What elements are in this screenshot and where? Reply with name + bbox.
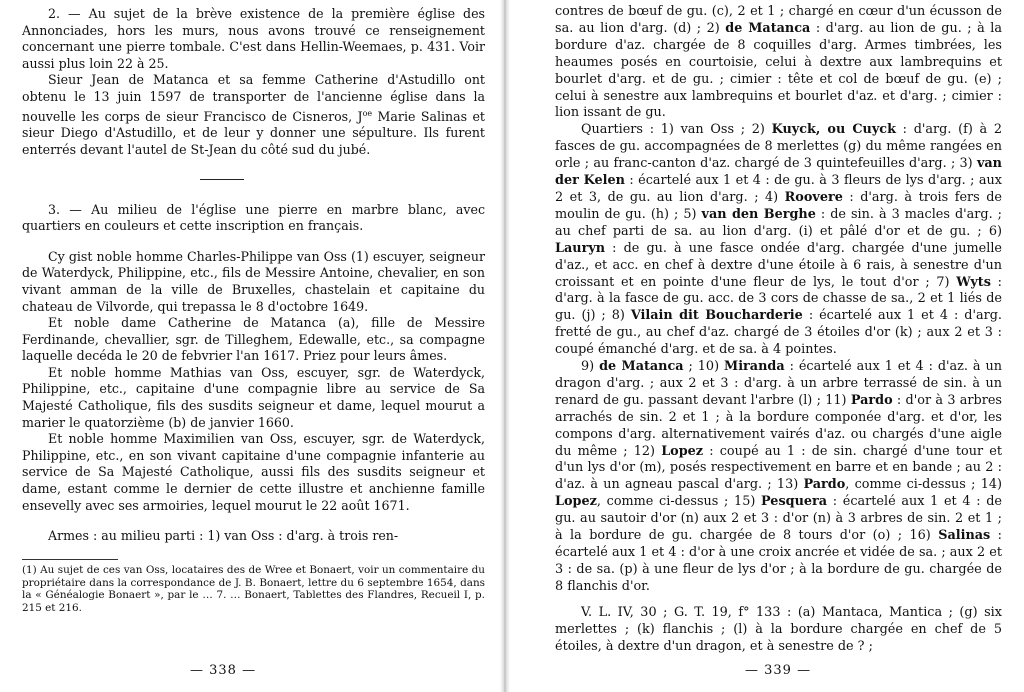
book-gutter [500, 0, 510, 692]
epitaph-catherine: Et noble dame Catherine de Matanca (a), fille de Messire Ferdinande, chevallier, sgr. de Tilleghem, Edewalle, etc., sa compagne laquelle decéda le 20 de febvrier l'an 1617. Priez pour leurs âmes. [22, 315, 485, 364]
section-separator [200, 179, 244, 180]
family-name: de Matanca [599, 359, 684, 375]
text-span: ; 2) [734, 122, 772, 138]
text-span: : d'arg. (f) à 2 fasces de gu. accompagnées de 8 merlettes (g) du même rangées en orle ; au franc-canton d'az. chargé de 3 quintefeuilles d'arg. ; 3) [555, 122, 1003, 172]
paragraph-2-continued [22, 72, 485, 158]
text-span: Quartiers [581, 122, 643, 138]
family-name: Vilain dit Boucharderie [630, 308, 803, 324]
family-name: Lauryn [555, 240, 606, 256]
family-name: Pesquera [761, 494, 828, 510]
armes-continued [555, 4, 1002, 122]
text-span: : écartelé aux 1 et 4 : de gu. à 3 fleurs de lys d'arg. ; aux 2 et 3, de gu. au lion d'arg. ; 4) [555, 173, 1003, 205]
family-name: Kuyck, ou Cuyck [771, 122, 896, 138]
footnote: (1) Au sujet de ces van Oss, locataires des de Wree et Bonaert, voir un commentaire du propriétaire dans la correspondance de J. B. Bonaert, lettre du 6 septembre 1654, dans la « Généalogie Bonaert », par le … 7. … Bonaert, Tablettes des Flandres, Recueil I, p. 215 et 216. [22, 563, 485, 615]
quartiers-paragraph [555, 122, 1002, 359]
epitaph-charles-philippe: Cy gist noble homme Charles-Philippe van Oss (1) escuyer, seigneur de Waterdyck, Philippine, etc., fils de Messire Antoine, chevalier, en son vivant amman de la ville de Bruxelles, chastelain et capitaine du chateau de Vilvorde, qui trepassa le 8 d'octobre 1649. [22, 248, 485, 314]
text-span: van Oss [680, 122, 735, 138]
text-span: : écartelé aux 1 et 4 : d'or à une croix ancrée et vidée de sa. ; aux 2 et 3 : de sa. (p) à une fleur de lys d'or ; à la bordure de gu. chargée de 8 flanchis d'or. [555, 528, 1002, 594]
paragraph-3-intro: 3. — Au milieu de l'église une pierre en marbre blanc, avec quartiers en couleurs et cette inscription en français. [22, 201, 485, 234]
text-span: , comme ci-dessus ; 15) [596, 494, 762, 510]
family-name: Roovere [784, 189, 843, 205]
family-name: Pardo [803, 477, 846, 493]
text-span: : écartelé aux 1 et 4 : d'az. à un dragon d'arg. ; aux 2 et 3 : d'arg. à un arbre terrassé de sin. à un renard de gu. passant devant l'arbre (l) ; 11) [555, 359, 1003, 408]
spacer [22, 514, 485, 528]
text-span: ; 10) [683, 359, 725, 375]
family-name: van der Kelen [555, 156, 1002, 189]
text-span: : d'arg. à la fasce de gu. acc. de 3 cors de chasse de sa., 2 et 1 liés de gu. (j) ; 8) [555, 274, 1002, 324]
family-name: van den Berghe [701, 206, 816, 222]
epitaph-maximilien: Et noble homme Maximilien van Oss, escuyer, sgr. de Waterdyck, Philippine, etc., en son vivant capitaine d'une compagnie infanterie au service de Sa Majesté Catholique, aussi fils des susdits seigneur et dame, estant comme le dernier de cette illustre et anchienne famille ensevelly avec ses armoiries, lequel mourut le 22 août 1671. [22, 431, 485, 513]
text-span: Marie Salinas et sieur Diego d'Astudillo, et de leur y donner une sépulture. Ils furent enterrés devant l'autel de St-Jean du côté sud du jubé. [22, 108, 485, 157]
text-span: : de gu. à une fasce ondée d'arg. chargée d'une jumelle d'az., et acc. en chef à dextre d'une étoile à 6 rais, à senestre d'un croissant et en pointe d'une fleur de lys, le tout d'or ; 7) [555, 240, 1002, 290]
text-span: : coupé au 1 : de sin. chargé d'une tour et d'un lys d'or (m), posés respectivement en barre et en bande ; au 2 : d'az. à un agneau pascal d'arg. ; 13) [555, 443, 1002, 493]
left-page [0, 0, 505, 692]
page-number: — 338 — [190, 663, 257, 678]
text-span: Sieur Jean de Matanca et sa femme Catherine d'Astudillo ont obtenu le 13 juin 1597 de transporter de l'ancienne église dans la nouvelle les corps de sieur Francisco de Cisneros, J [22, 72, 485, 124]
text-span: contres de bœuf de gu. (c), 2 et 1 ; chargé en cœur d'un écusson de sa. au lion d'arg. (d) ; 2) [555, 4, 1002, 36]
source-notes: V. L. IV, 30 ; G. T. 19, f° 133 : (a) Mantaca, Mantica ; (g) six merlettes ; (k) flanchis ; (l) à la bordure chargée en chef de 5 étoiles, à dextre d'un dragon, et à senestre de ? ; [555, 604, 1002, 654]
text-span: , comme ci-dessus ; 14) [845, 477, 1002, 493]
spacer [555, 596, 1002, 605]
page-number: — 339 — [745, 663, 812, 678]
text-span: : écartelé aux 1 et 4 : de gu. au sautoir d'or (n) aux 2 et 3 : d'or (n) à 3 arbres de sin. 2 et 1 ; à la bordure de gu. chargée de 8 tours d'or (o) ; 16) [555, 494, 1002, 544]
text-span: : 1) [642, 122, 681, 138]
quartiers-paragraph-2 [555, 359, 1002, 596]
text-span: : d'arg. au lion de gu. ; à la bordure d'az. chargée de 8 coquilles d'arg. Armes timbrées, les heaumes posés en courtoisie, celui à dextre aux lambrequins et bourlet d'arg. et de gu. ; cimier : tête et col de bœuf de gu. (e) ; celui à senestre aux lambrequins et bourlet d'az. et d'arg. ; cimier : lion issant de gu. [555, 20, 1002, 121]
family-name: Lopez [661, 443, 704, 459]
family-name: Salinas [938, 528, 991, 544]
footnote-rule [22, 559, 118, 560]
text-span: : d'or à 3 arbres arrachés de sin. 2 et 1 ; à la bordure componée d'arg. et d'or, les compons d'arg. alternativement vairés d'az. ou chargés d'une aigle du même ; 12) [555, 392, 1002, 459]
text-span: : au milieu parti : 1) van Oss : d'arg. à trois ren- [88, 528, 399, 544]
text-span: 9) [581, 359, 600, 375]
family-name: Wyts [956, 274, 991, 290]
text-span: : de sin. à 3 macles d'arg. ; au chef parti de sa. au lion d'arg. (i) et pâlé d'or et de gu. ; 6) [555, 206, 1002, 239]
epitaph-mathias: Et noble homme Mathias van Oss, escuyer, sgr. de Waterdyck, Philippine, etc., capitaine d'une compagnie libre au service de Sa Majesté Catholique, fils des susdits seigneur et dame, lequel mourut a marier le quatorzième (b) de janvier 1660. [22, 364, 485, 430]
paragraph-2: 2. — Au sujet de la brève existence de la première église des Annonciades, hors les murs, nous avons trouvé ce renseignement concernant une pierre tombale. C'est dans Hellin-Weemaes, p. 431. Voir aussi plus loin 22 à 25. [22, 6, 485, 71]
right-page [515, 0, 1024, 692]
armes-label: Armes [48, 528, 89, 544]
superscript: oe [362, 108, 373, 118]
family-name: Lopez [555, 494, 597, 510]
spacer [22, 235, 485, 249]
text-span: : d'arg. à trois fers de moulin de gu. (h) ; 5) [555, 189, 1002, 222]
armes-paragraph [22, 528, 485, 545]
family-name: de Matanca [725, 20, 811, 36]
family-name: Pardo [850, 392, 893, 408]
text-span: : écartelé aux 1 et 4 : d'arg. fretté de gu., au chef d'az. chargé de 3 étoiles d'or (k) ; aux 2 et 3 : coupé émanché d'arg. et de sa. à 4 pointes. [555, 308, 1003, 358]
family-name: Miranda [724, 359, 785, 375]
